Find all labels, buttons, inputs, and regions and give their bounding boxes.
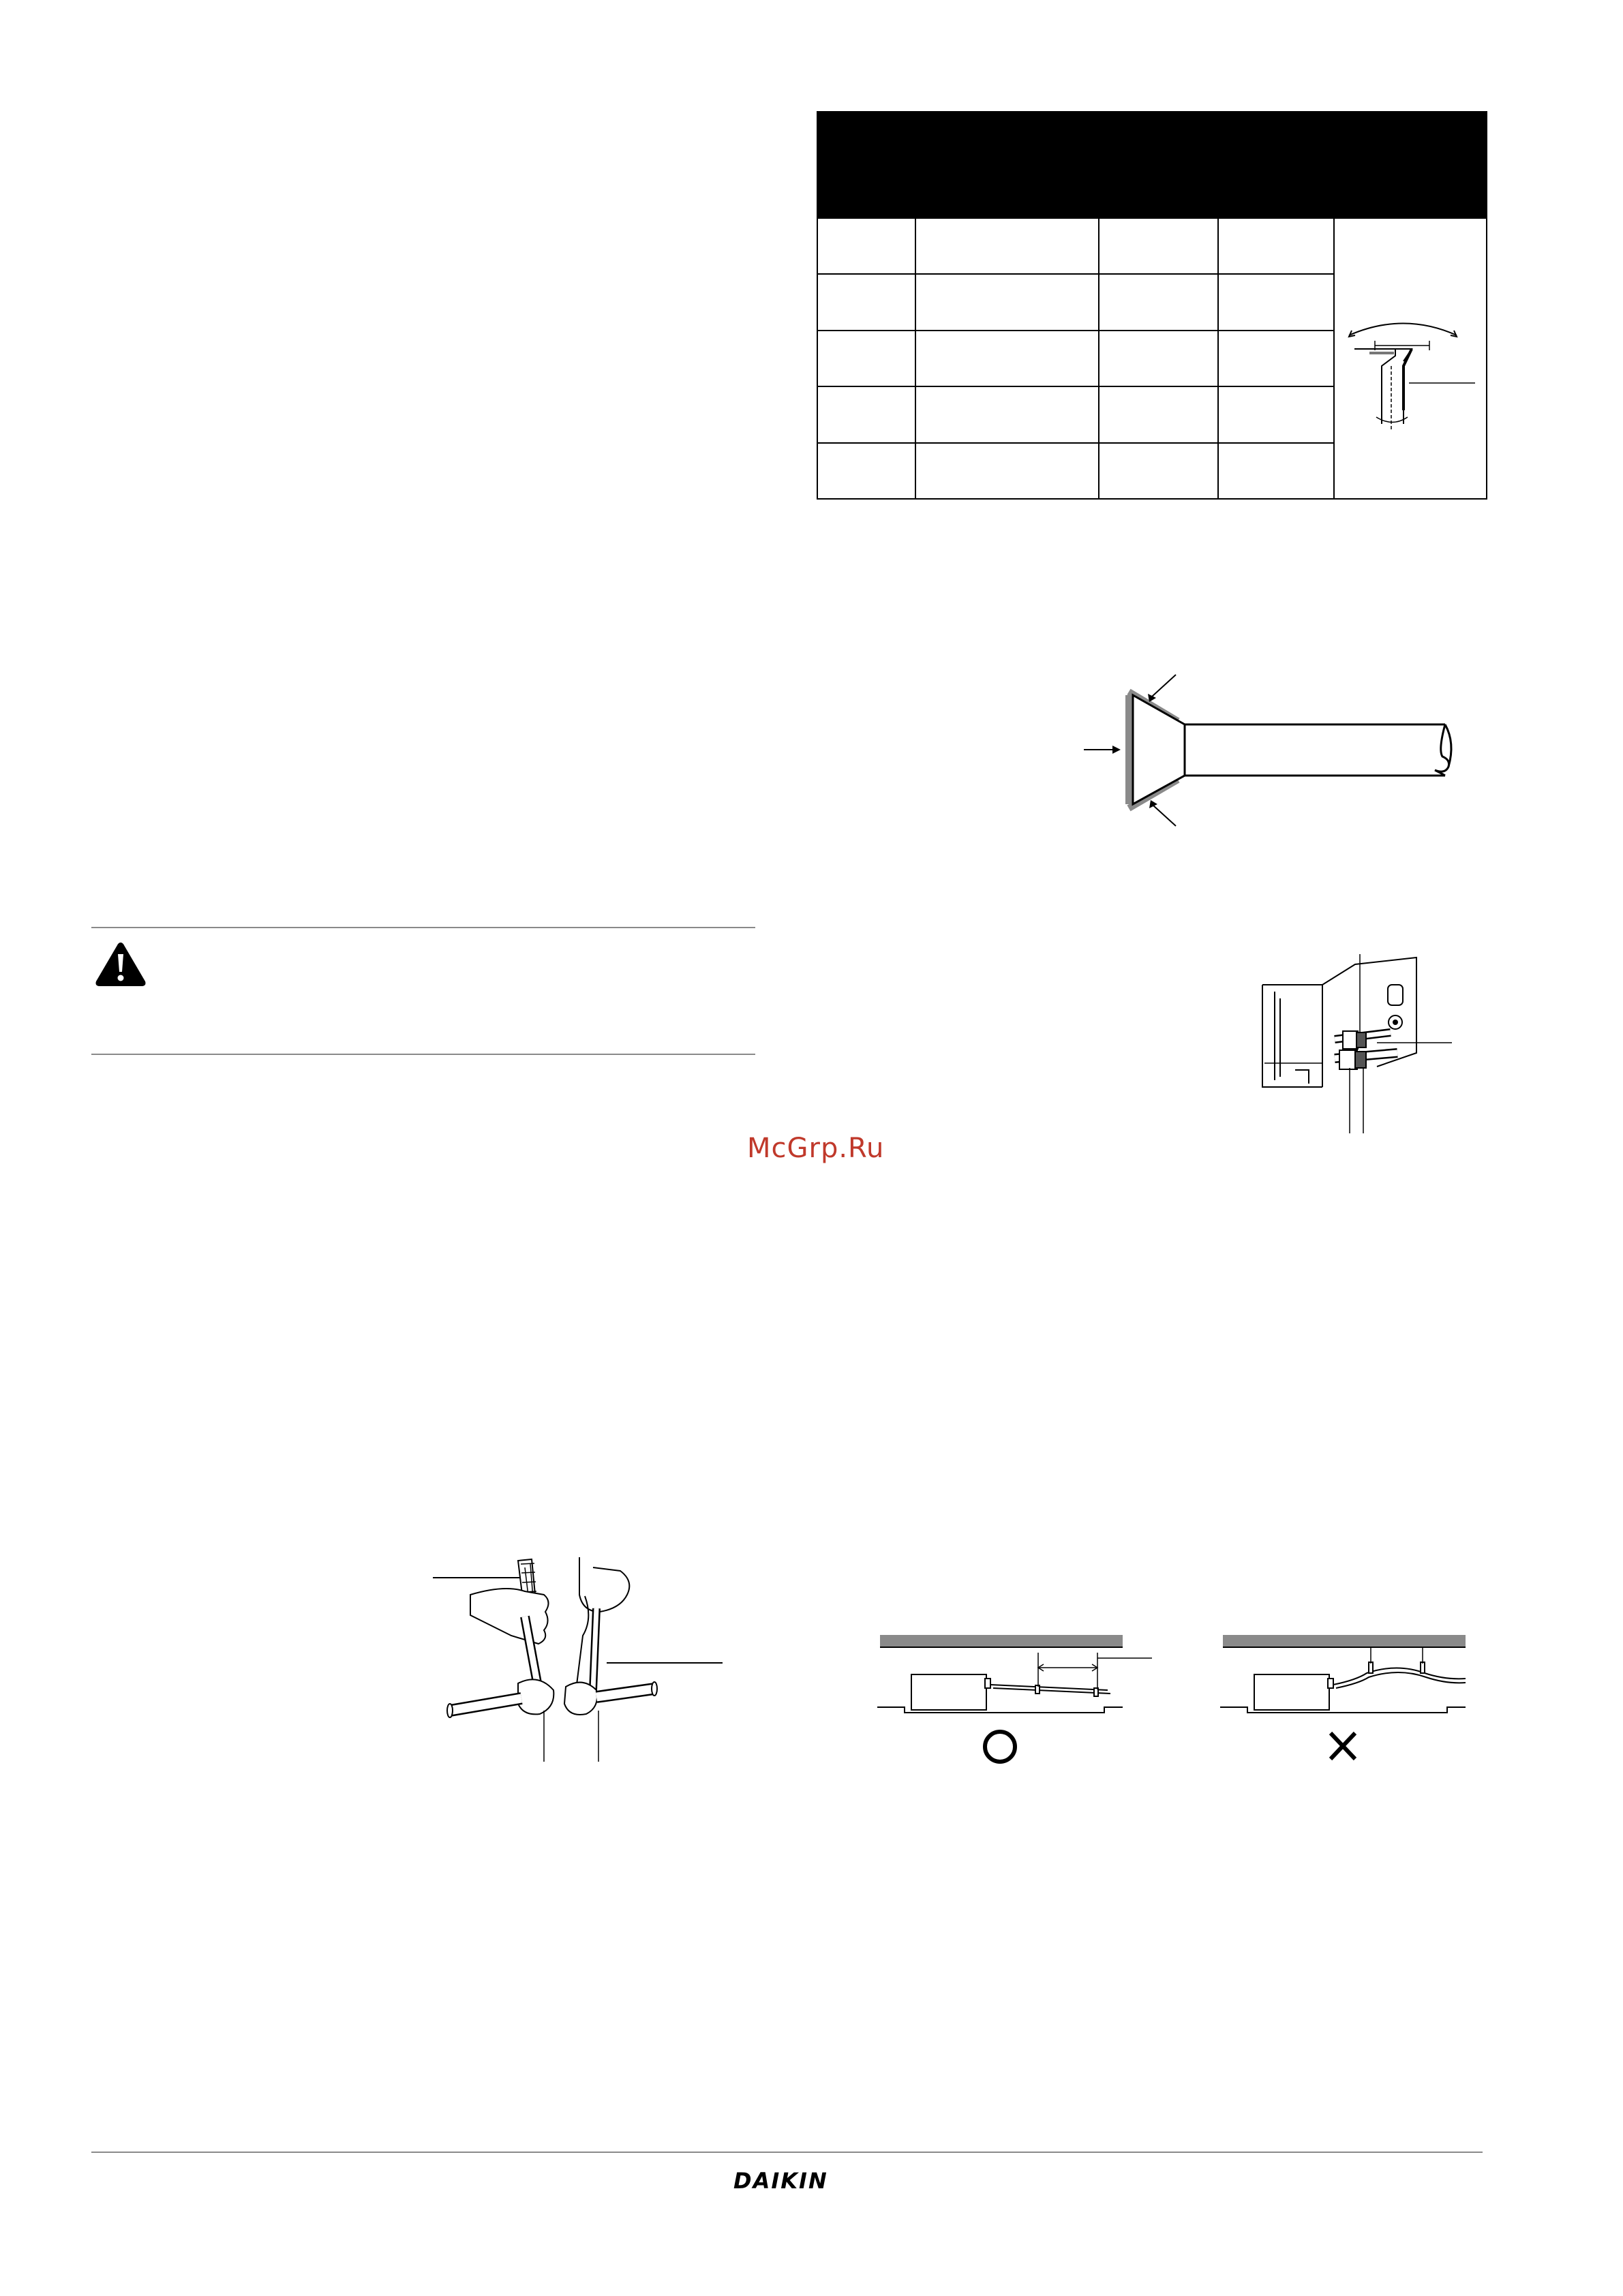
circle-correct-icon — [985, 1732, 1015, 1762]
brand-logo-text: DAIKIN — [733, 2168, 828, 2194]
flare-dimension-table — [817, 111, 1487, 500]
flared-pipe-illustration — [1077, 647, 1459, 831]
warning-triangle-icon — [94, 940, 147, 988]
brand-logo — [733, 2167, 838, 2194]
flare-diagram-cell — [1334, 218, 1487, 499]
table-header-row — [817, 112, 1487, 218]
footer-rule — [91, 2152, 1483, 2153]
table-header — [817, 112, 1487, 218]
incorrect-routing-illustration — [1220, 1632, 1472, 1769]
warning-box — [91, 927, 755, 1055]
correct-routing-illustration — [876, 1632, 1176, 1769]
table-row — [817, 218, 1487, 274]
torque-wrench-illustration — [429, 1554, 729, 1765]
indoor-unit-connection-illustration — [1254, 951, 1459, 1138]
watermark: McGrp.Ru — [747, 1133, 885, 1164]
flare-cross-section-diagram — [1335, 219, 1485, 492]
cross-incorrect-icon — [1331, 1733, 1355, 1759]
